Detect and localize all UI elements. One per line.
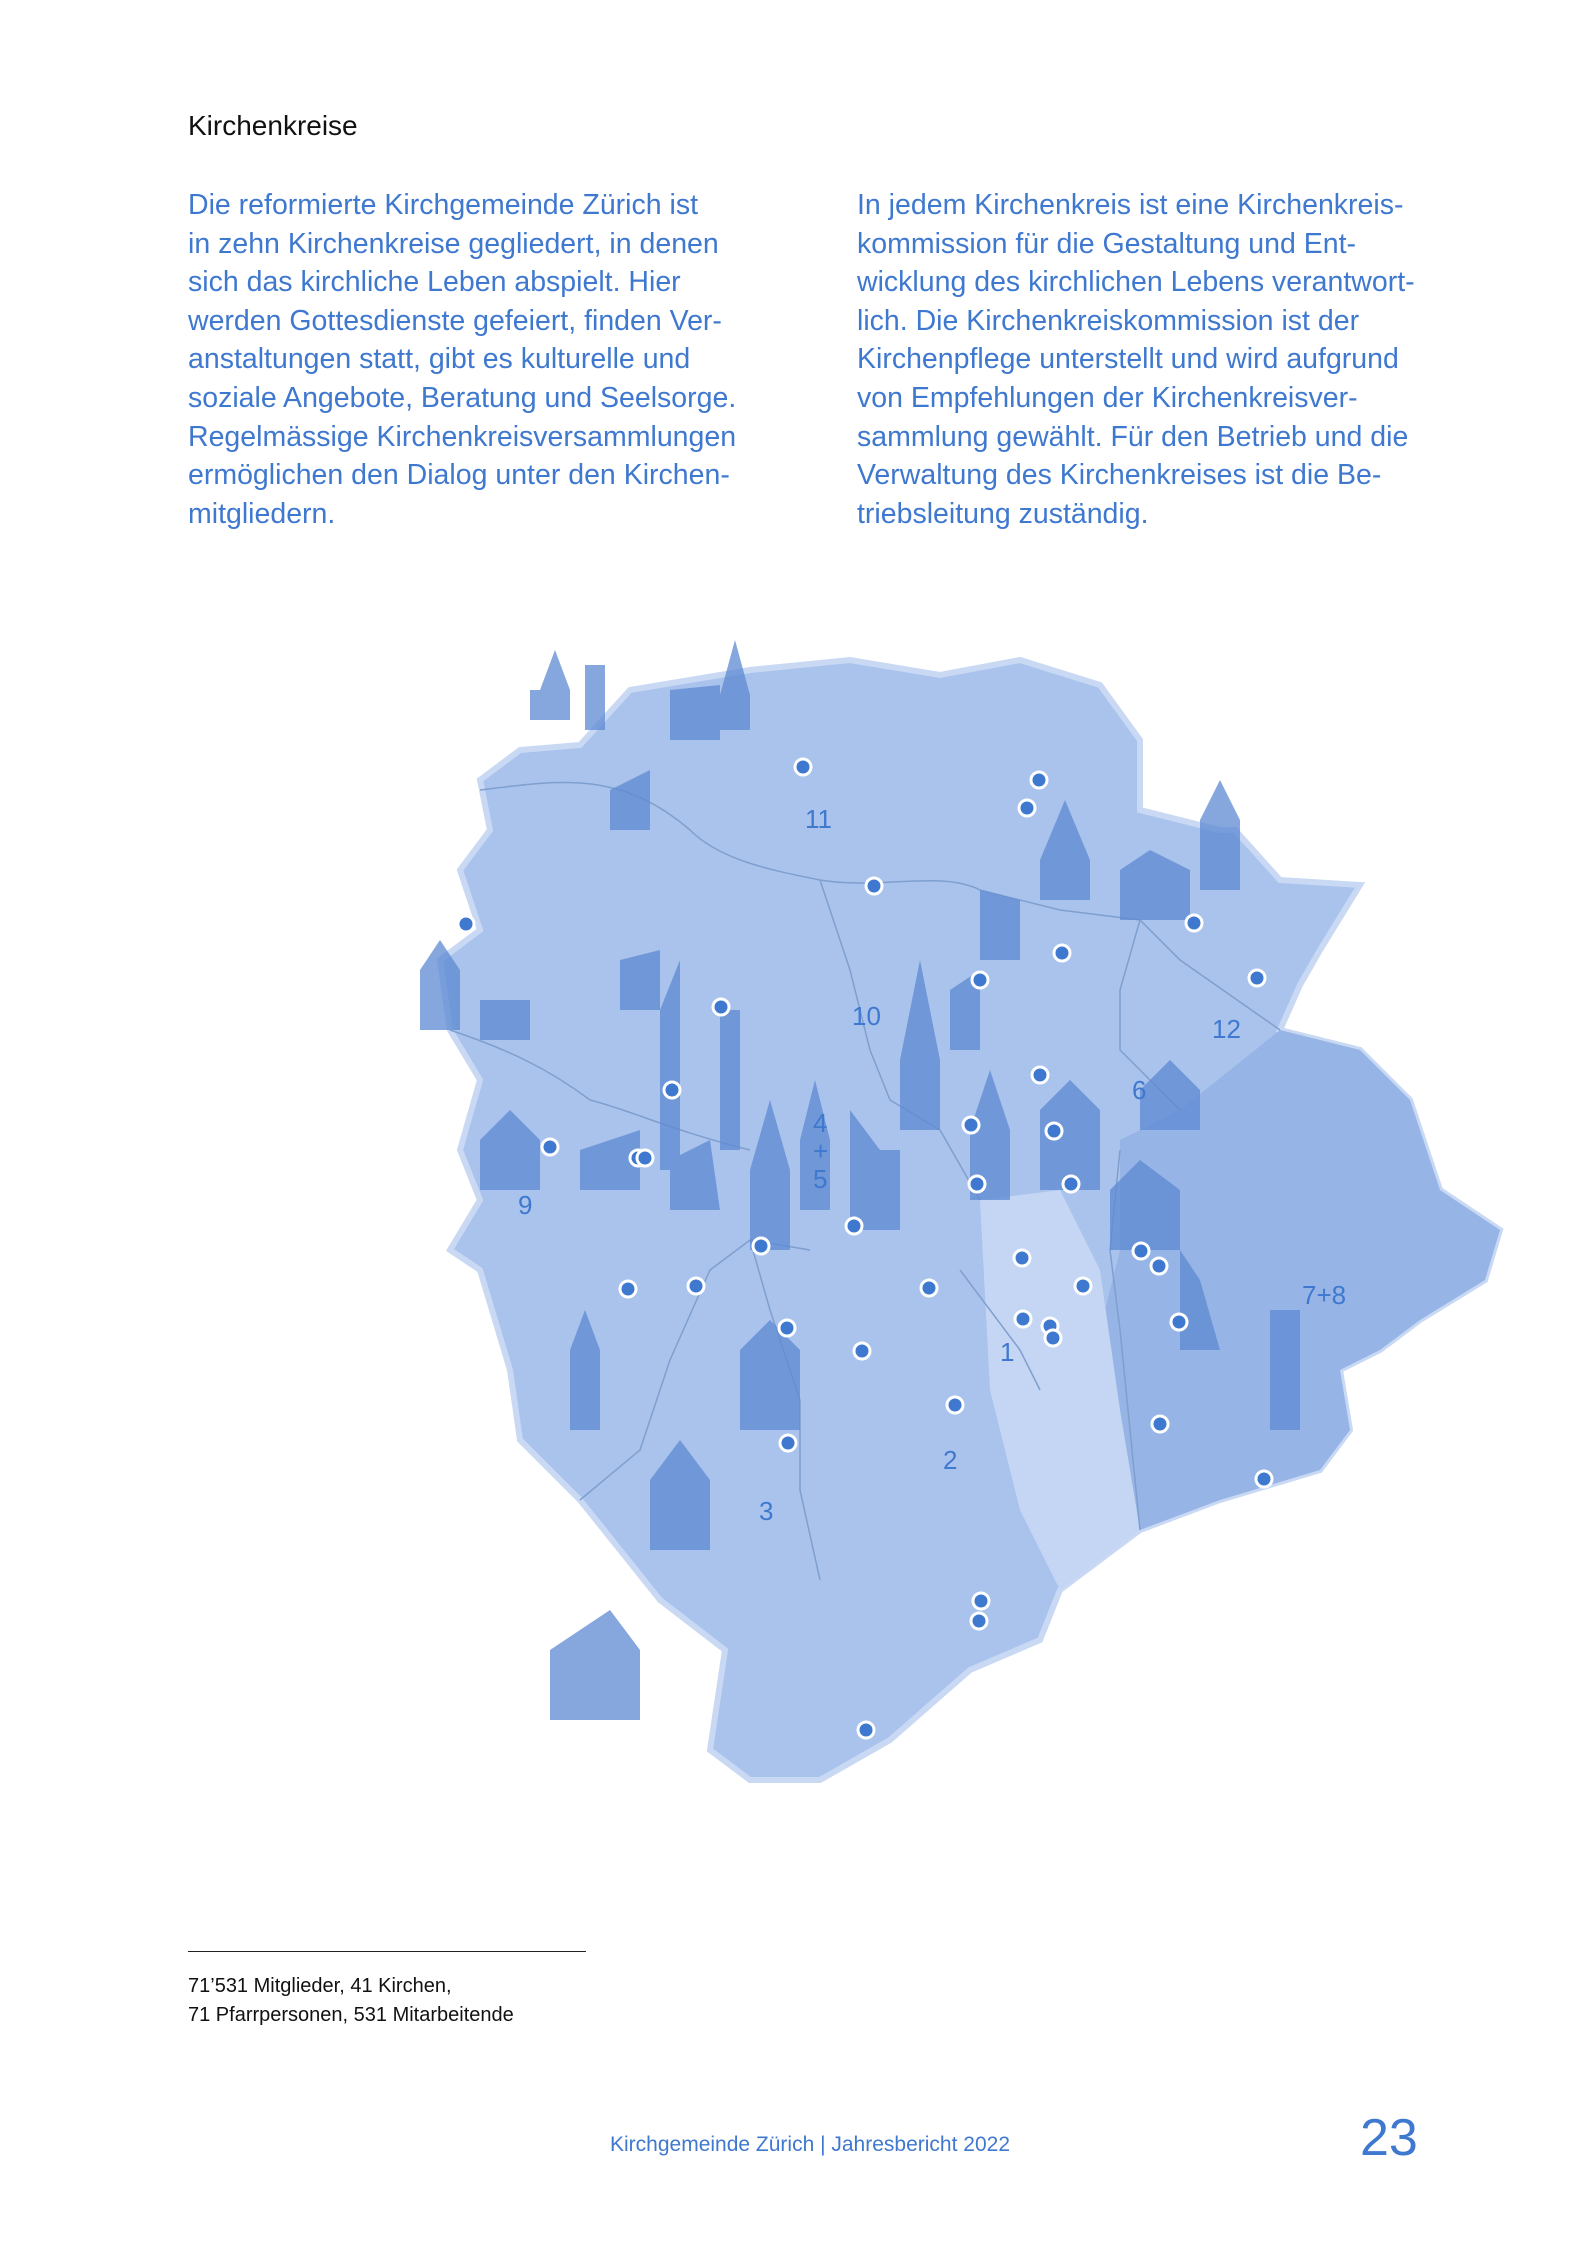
church-icon xyxy=(670,685,720,740)
stats-line: 71 Pfarrpersonen, 531 Mitarbeitende xyxy=(188,2004,514,2026)
church-marker xyxy=(971,1613,987,1629)
district-label: 9 xyxy=(518,1190,533,1220)
text-line: werden Gottesdienste gefeiert, finden Ver- xyxy=(188,304,722,337)
district-label: 1 xyxy=(1000,1337,1015,1367)
church-icon xyxy=(530,650,570,720)
text-line: lich. Die Kirchenkreiskommission ist der xyxy=(857,304,1360,337)
church-icon xyxy=(1270,1310,1300,1430)
church-icon xyxy=(720,640,750,730)
church-marker xyxy=(972,972,988,988)
church-marker xyxy=(866,878,882,894)
church-marker xyxy=(780,1435,796,1451)
district-label: 10 xyxy=(852,1001,881,1031)
church-marker xyxy=(458,916,474,932)
church-marker xyxy=(854,1343,870,1359)
text-line: In jedem Kirchenkreis ist eine Kirchenkreis- xyxy=(857,189,1404,221)
text-line: Regelmässige Kirchenkreisversammlungen xyxy=(188,420,737,453)
church-marker xyxy=(795,759,811,775)
church-marker xyxy=(1152,1416,1168,1432)
church-marker xyxy=(713,999,729,1015)
intro-right-column xyxy=(857,186,1497,533)
church-marker xyxy=(1186,915,1202,931)
intro-right-paragraph xyxy=(857,186,1497,533)
district-label: + xyxy=(813,1136,829,1166)
text-line: von Empfehlungen der Kirchenkreisver- xyxy=(857,381,1358,414)
stats-line: 71’531 Mitglieder, 41 Kirchen, xyxy=(188,1975,452,1997)
church-marker xyxy=(1249,970,1265,986)
intro-left-paragraph xyxy=(188,186,828,533)
text-line: Die reformierte Kirchgemeinde Zürich ist xyxy=(188,189,699,221)
district-label: 6 xyxy=(1132,1075,1147,1105)
text-line: sammlung gewählt. Für den Betrieb und die xyxy=(857,420,1409,453)
church-marker xyxy=(1032,1067,1048,1083)
church-marker xyxy=(1063,1176,1079,1192)
text-line: mitgliedern. xyxy=(188,497,336,530)
district-map xyxy=(420,630,1560,1930)
church-icon xyxy=(720,1010,740,1150)
church-marker xyxy=(969,1176,985,1192)
text-line: in zehn Kirchenkreise gegliedert, in denen xyxy=(188,227,719,260)
church-marker xyxy=(846,1218,862,1234)
church-marker xyxy=(1133,1243,1149,1259)
text-line: sich das kirchliche Leben abspielt. Hier xyxy=(188,266,681,299)
church-marker xyxy=(973,1593,989,1609)
church-marker xyxy=(858,1722,874,1738)
church-marker xyxy=(1054,945,1070,961)
text-line: kommission für die Gestaltung und Ent- xyxy=(857,227,1356,260)
church-icon xyxy=(585,665,605,730)
intro-left-column xyxy=(188,186,828,533)
text-line: anstaltungen statt, gibt es kulturelle und xyxy=(188,343,691,376)
text-line: triebsleitung zuständig. xyxy=(857,497,1149,530)
church-icon xyxy=(550,1610,640,1720)
church-marker xyxy=(1014,1250,1030,1266)
district-label: 2 xyxy=(943,1445,958,1475)
district-label: 12 xyxy=(1212,1014,1241,1044)
section-heading: Kirchenkreise xyxy=(188,110,358,141)
church-marker xyxy=(1045,1330,1061,1346)
church-icon xyxy=(480,1000,530,1040)
church-marker xyxy=(664,1082,680,1098)
stats-note xyxy=(188,1972,514,2030)
church-marker xyxy=(963,1117,979,1133)
district-label: 4 xyxy=(813,1108,828,1138)
text-line: ermöglichen den Dialog unter den Kirchen- xyxy=(188,459,730,492)
text-line: wicklung des kirchlichen Lebens verantwort- xyxy=(857,266,1415,299)
church-marker xyxy=(1075,1278,1091,1294)
church-marker xyxy=(637,1150,653,1166)
church-marker xyxy=(542,1139,558,1155)
footer-publication: Kirchgemeinde Zürich | Jahresbericht 2022 xyxy=(610,2133,1010,2156)
district-label: 3 xyxy=(759,1496,774,1526)
church-marker xyxy=(1031,772,1047,788)
church-marker xyxy=(688,1278,704,1294)
church-marker xyxy=(753,1238,769,1254)
church-marker xyxy=(1019,800,1035,816)
church-marker xyxy=(1015,1311,1031,1327)
church-marker xyxy=(921,1280,937,1296)
church-marker xyxy=(779,1320,795,1336)
church-marker xyxy=(620,1281,636,1297)
church-marker xyxy=(1151,1258,1167,1274)
text-line: Kirchenpflege unterstellt und wird aufgrund xyxy=(857,343,1399,376)
district-label: 7+8 xyxy=(1302,1280,1347,1310)
church-icon xyxy=(1200,780,1240,890)
church-icon xyxy=(980,890,1020,960)
footnote-divider xyxy=(188,1951,586,1952)
page-number: 23 xyxy=(1360,2109,1418,2167)
text-line: Verwaltung des Kirchenkreises ist die Be- xyxy=(857,459,1382,492)
district-label: 5 xyxy=(813,1164,828,1194)
church-icon xyxy=(620,950,660,1010)
church-marker xyxy=(947,1397,963,1413)
district-label: 11 xyxy=(805,804,832,834)
text-line: soziale Angebote, Beratung und Seelsorge. xyxy=(188,381,737,414)
church-marker xyxy=(1046,1123,1062,1139)
church-marker xyxy=(1256,1471,1272,1487)
church-marker xyxy=(1171,1314,1187,1330)
